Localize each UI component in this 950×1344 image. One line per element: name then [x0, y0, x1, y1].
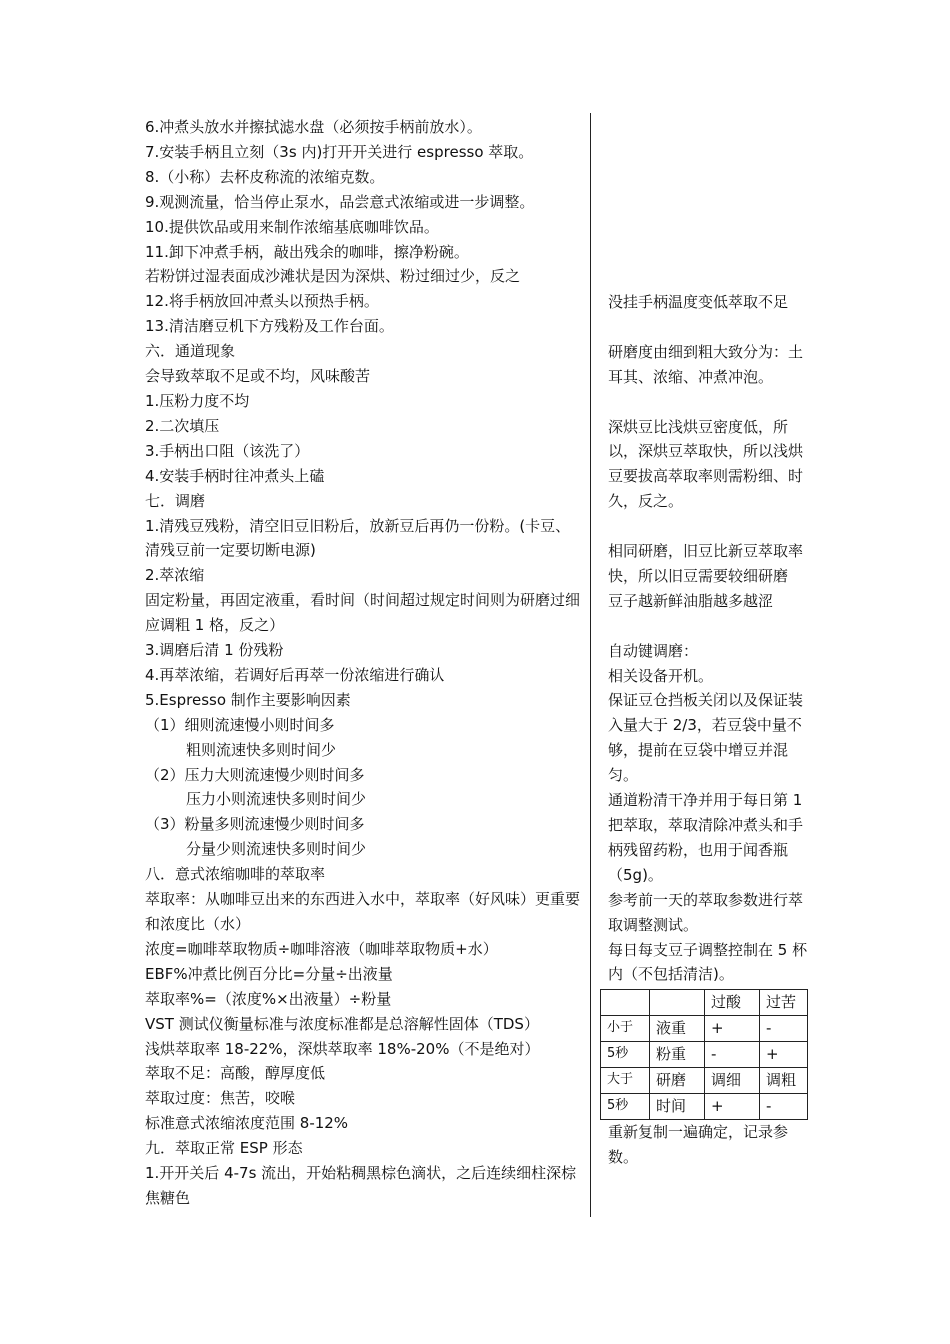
note-block: 相同研磨，旧豆比新豆萃取率快，所以旧豆需要较细研磨 [608, 542, 804, 585]
text-paragraph: 萃取率：从咖啡豆出来的东西进入水中，萃取率（好风味）更重要和浓度比（水） [145, 890, 581, 933]
table-cell [601, 990, 650, 1016]
text-line: 分量少则流速快多则时间少 [186, 840, 367, 859]
text-line: VST 测试仪衡量标准与浓度标准都是总溶解性固体（TDS） [145, 1014, 539, 1033]
text-line: （1）细则流速慢小则时间多 [145, 715, 335, 734]
text-line: 7.安装手柄且立刻（3s 内)打开开关进行 espresso 萃取。 [145, 142, 534, 161]
section-heading: 六．通道现象 [145, 342, 236, 361]
text-line: 萃取率%=（浓度%×出液量）÷粉量 [145, 989, 392, 1008]
table-cell: 小于 [601, 1016, 650, 1042]
section-heading: 七．调磨 [145, 491, 206, 510]
note-block: 研磨度由细到粗大致分为：土耳其、浓缩、冲煮冲泡。 [608, 342, 804, 386]
text-line: 4.安装手柄时往冲煮头上磕 [145, 466, 325, 485]
text-line: （2）压力大则流速慢少则时间多 [145, 765, 365, 784]
table-row [601, 990, 808, 1016]
text-line: 粗则流速快多则时间少 [186, 740, 337, 759]
text-line: 会导致萃取不足或不均，风味酸苦 [145, 367, 371, 386]
text-line: （3）粉量多则流速慢少则时间多 [145, 815, 365, 834]
table-header-cell: 过苦 [760, 990, 808, 1016]
note-block: 重新复制一遍确定，记录参数。 [608, 1122, 789, 1166]
table-row [601, 1042, 808, 1068]
table-cell: + [760, 1042, 808, 1068]
note-block: 通道粉清干净并用于每日第 1 把萃取，萃取清除冲煮头和手柄残留药粉，也用于闻香瓶（5g)。 [608, 791, 804, 884]
adjustment-table [600, 989, 808, 1120]
text-line: 9.观测流量，恰当停止泵水，品尝意式浓缩或进一步调整。 [145, 192, 535, 211]
table-cell [650, 990, 705, 1016]
table-header-cell: 过酸 [705, 990, 760, 1016]
text-line: 浓度=咖啡萃取物质÷咖啡溶液（咖啡萃取物质+水） [145, 939, 498, 958]
table-cell: 调粗 [760, 1068, 808, 1094]
section-heading: 九．萃取正常 ESP 形态 [145, 1139, 303, 1158]
text-line: 标准意式浓缩浓度范围 8-12% [145, 1114, 349, 1133]
text-line: 萃取不足：高酸，醇厚度低 [145, 1064, 326, 1083]
table-cell: 调细 [705, 1068, 760, 1094]
text-line: 3.手柄出口阻（该洗了） [145, 441, 310, 460]
table-row [601, 1016, 808, 1042]
left-column [145, 115, 583, 1211]
text-line: 2.二次填压 [145, 416, 220, 435]
table-cell: + [705, 1093, 760, 1119]
text-line: 4.再萃浓缩，若调好后再萃一份浓缩进行确认 [145, 665, 445, 684]
table-cell: 研磨 [650, 1068, 705, 1094]
text-line: 萃取过度：焦苦，咬喉 [145, 1089, 296, 1108]
table-cell: - [760, 1093, 808, 1119]
text-paragraph: 1.开开关后 4-7s 流出，开始粘稠黑棕色滴状，之后连续细柱深棕焦糖色 [145, 1164, 577, 1207]
table-cell: - [760, 1016, 808, 1042]
text-line: 11.卸下冲煮手柄，敲出残余的咖啡，擦净粉碗。 [145, 242, 469, 261]
text-line: 13.清洁磨豆机下方残粉及工作台面。 [145, 317, 394, 336]
text-line: 浅烘萃取率 18-22%，深烘萃取率 18%-20%（不是绝对） [145, 1039, 540, 1058]
text-line: 2.萃浓缩 [145, 566, 205, 585]
text-line: 6.冲煮头放水并擦拭滤水盘（必须按手柄前放水）。 [145, 118, 482, 136]
text-line: 12.将手柄放回冲煮头以预热手柄。 [145, 292, 379, 311]
table-cell: 5秒 [601, 1042, 650, 1068]
section-heading: 八．意式浓缩咖啡的萃取率 [145, 865, 326, 884]
table-cell: 时间 [650, 1093, 705, 1119]
table-cell: - [705, 1042, 760, 1068]
text-paragraph: 固定粉量，再固定液重，看时间（时间超过规定时间则为研磨过细应调粗 1 格，反之） [145, 591, 581, 635]
text-line: 8.（小称）去杯皮称流的浓缩克数。 [145, 167, 385, 186]
note-block: 相关设备开机。 [608, 666, 714, 685]
note-block: 保证豆仓挡板关闭以及保证装入量大于 2/3，若豆袋中量不够，提前在豆袋中增豆并混匀。 [608, 691, 804, 785]
text-line: 若粉饼过湿表面成沙滩状是因为深烘、粉过细过少，反之 [145, 267, 521, 286]
text-line: 10.提供饮品或用来制作浓缩基底咖啡饮品。 [145, 217, 439, 236]
right-column [608, 290, 808, 1170]
note-block: 参考前一天的萃取参数进行萃取调整测试。 [608, 890, 804, 934]
note-block: 自动键调磨： [608, 641, 699, 660]
table-cell: 大于 [601, 1068, 650, 1094]
note-block: 没挂手柄温度变低萃取不足 [608, 293, 789, 311]
column-divider [590, 113, 591, 1217]
note-block: 豆子越新鲜油脂越多越涩 [608, 591, 774, 610]
table-row [601, 1093, 808, 1119]
table-cell: 粉重 [650, 1042, 705, 1068]
text-line: EBF%冲煮比例百分比=分量÷出液量 [145, 964, 393, 983]
note-block: 每日每支豆子调整控制在 5 杯内（不包括清洁)。 [608, 940, 808, 984]
note-block: 深烘豆比浅烘豆密度低，所以，深烘豆萃取快，所以浅烘豆要拔高萃取率则需粉细、时久，反之。 [608, 417, 804, 511]
table-cell: + [705, 1016, 760, 1042]
text-line: 1.压粉力度不均 [145, 391, 250, 410]
table-cell: 液重 [650, 1016, 705, 1042]
text-line: 5.Espresso 制作主要影响因素 [145, 690, 351, 709]
text-line: 3.调磨后清 1 份残粉 [145, 641, 284, 660]
table-row [601, 1068, 808, 1094]
text-line: 压力小则流速快多则时间少 [186, 790, 367, 809]
text-paragraph: 1.清残豆残粉，清空旧豆旧粉后，放新豆后再仍一份粉。(卡豆、清残豆前一定要切断电源) [145, 516, 571, 560]
table-cell: 5秒 [601, 1093, 650, 1119]
